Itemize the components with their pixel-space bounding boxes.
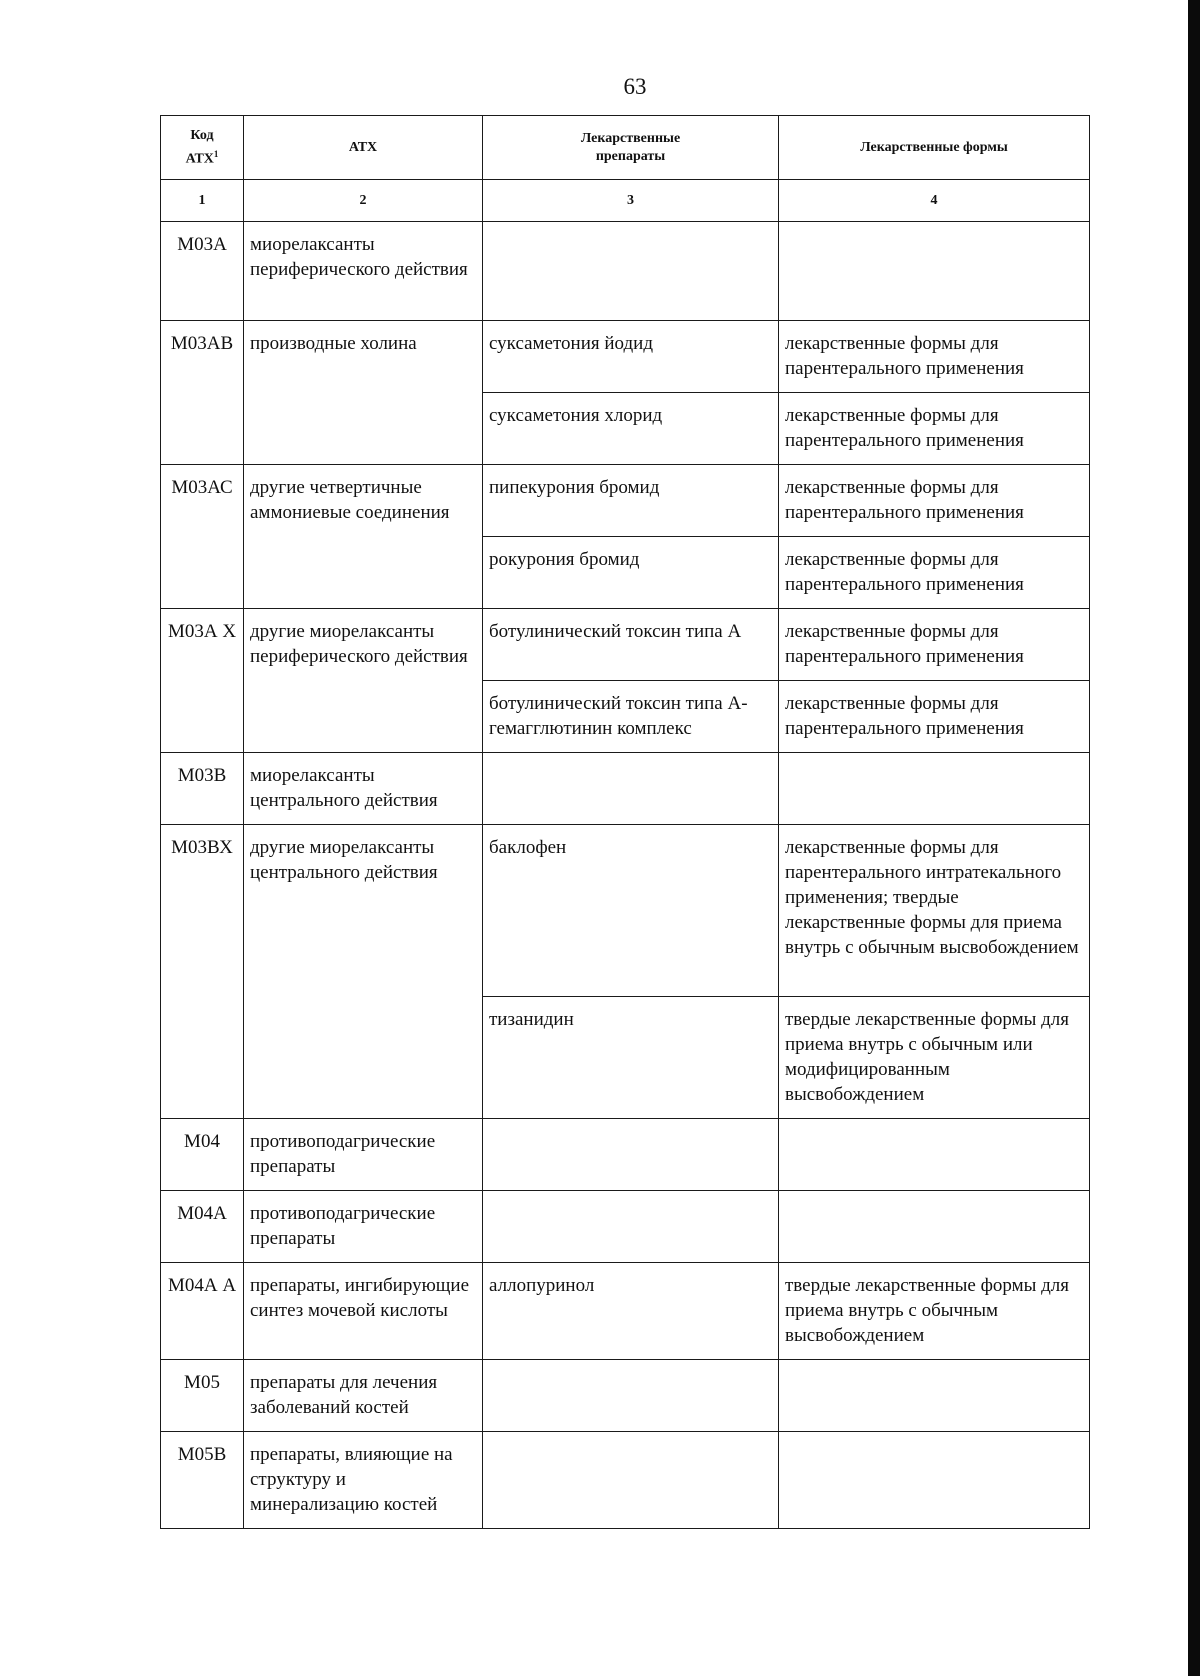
atx-code: М04А А bbox=[161, 1263, 244, 1360]
atx-group: другие миорелаксанты центрального действия bbox=[244, 825, 483, 1119]
atx-group: препараты, влияющие на структуру и минерализацию костей bbox=[244, 1432, 483, 1529]
dosage-form-cell: лекарственные формы для парентерального применения bbox=[779, 681, 1090, 753]
dosage-form-cell bbox=[779, 753, 1090, 825]
atx-code: М03В bbox=[161, 753, 244, 825]
drug-cell: аллопуринол bbox=[483, 1263, 779, 1360]
drug-cell: суксаметония хлорид bbox=[483, 393, 779, 465]
atx-group: другие четвертичные аммониевые соединения bbox=[244, 465, 483, 609]
drug-cell bbox=[483, 222, 779, 321]
scan-edge bbox=[1188, 0, 1200, 1676]
atx-group: миорелаксанты периферического действия bbox=[244, 222, 483, 321]
dosage-form-cell bbox=[779, 1360, 1090, 1432]
drug-cell: тизанидин bbox=[483, 997, 779, 1119]
atx-group: препараты, ингибирующие синтез мочевой кислоты bbox=[244, 1263, 483, 1360]
atx-group: препараты для лечения заболеваний костей bbox=[244, 1360, 483, 1432]
table-row bbox=[161, 321, 1090, 393]
table-row bbox=[161, 1119, 1090, 1191]
atx-code: М03АС bbox=[161, 465, 244, 609]
drug-cell: ботулинический токсин типа А bbox=[483, 609, 779, 681]
table-row bbox=[161, 1432, 1090, 1529]
atx-code: М03ВХ bbox=[161, 825, 244, 1119]
dosage-form-cell: твердые лекарственные формы для приема внутрь с обычным высвобождением bbox=[779, 1263, 1090, 1360]
header-atx: АТХ bbox=[244, 116, 483, 180]
dosage-form-cell: лекарственные формы для парентерального применения bbox=[779, 537, 1090, 609]
dosage-form-cell: лекарственные формы для парентерального применения bbox=[779, 465, 1090, 537]
atx-code: М05 bbox=[161, 1360, 244, 1432]
table-row bbox=[161, 465, 1090, 537]
drug-cell: суксаметония йодид bbox=[483, 321, 779, 393]
drug-cell bbox=[483, 1119, 779, 1191]
drug-cell bbox=[483, 1191, 779, 1263]
drug-cell: ботулинический токсин типа А-гемагглютинин комплекс bbox=[483, 681, 779, 753]
header-drugs bbox=[483, 116, 779, 180]
column-number: 1 bbox=[161, 180, 244, 222]
table-row bbox=[161, 1360, 1090, 1432]
header-drugs-line2: препараты bbox=[595, 148, 666, 164]
drug-cell: баклофен bbox=[483, 825, 779, 997]
header-code-atx bbox=[161, 116, 244, 180]
dosage-form-cell: лекарственные формы для парентерального применения bbox=[779, 321, 1090, 393]
column-number-row bbox=[161, 180, 1090, 222]
table-header-row bbox=[161, 116, 1090, 180]
atx-code: М03А bbox=[161, 222, 244, 321]
atx-table bbox=[160, 115, 1090, 1529]
drug-cell bbox=[483, 1360, 779, 1432]
dosage-form-cell bbox=[779, 222, 1090, 321]
atx-code: М03АВ bbox=[161, 321, 244, 465]
table-row bbox=[161, 222, 1090, 321]
header-dosage-forms: Лекарственные формы bbox=[779, 116, 1090, 180]
atx-group: противоподагрические препараты bbox=[244, 1191, 483, 1263]
column-number: 2 bbox=[244, 180, 483, 222]
drug-cell bbox=[483, 753, 779, 825]
atx-code: М04 bbox=[161, 1119, 244, 1191]
dosage-form-cell: лекарственные формы для парентерального применения bbox=[779, 609, 1090, 681]
drug-cell: рокурония бромид bbox=[483, 537, 779, 609]
dosage-form-cell: твердые лекарственные формы для приема внутрь с обычным или модифицированным высвобождением bbox=[779, 997, 1090, 1119]
atx-group: другие миорелаксанты периферического действия bbox=[244, 609, 483, 753]
table-row bbox=[161, 1191, 1090, 1263]
atx-group: противоподагрические препараты bbox=[244, 1119, 483, 1191]
column-number: 4 bbox=[779, 180, 1090, 222]
table-row bbox=[161, 1263, 1090, 1360]
atx-code: М05В bbox=[161, 1432, 244, 1529]
atx-group: миорелаксанты центрального действия bbox=[244, 753, 483, 825]
table-row bbox=[161, 825, 1090, 997]
header-code-line2: АТХ bbox=[185, 151, 214, 167]
atx-group: производные холина bbox=[244, 321, 483, 465]
drug-cell bbox=[483, 1432, 779, 1529]
table-row bbox=[161, 753, 1090, 825]
atx-code: М03А Х bbox=[161, 609, 244, 753]
drug-cell: пипекурония бромид bbox=[483, 465, 779, 537]
footnote-mark: 1 bbox=[213, 148, 219, 159]
page-number: 63 bbox=[623, 74, 647, 99]
table-row bbox=[161, 609, 1090, 681]
dosage-form-cell bbox=[779, 1432, 1090, 1529]
header-drugs-line1: Лекарственные bbox=[580, 130, 681, 146]
column-number: 3 bbox=[483, 180, 779, 222]
dosage-form-cell: лекарственные формы для парентерального применения bbox=[779, 393, 1090, 465]
header-code-line1: Код bbox=[190, 127, 214, 143]
atx-code: М04А bbox=[161, 1191, 244, 1263]
dosage-form-cell bbox=[779, 1191, 1090, 1263]
dosage-form-cell: лекарственные формы для парентерального интратекального применения; твердые лекарственные формы для приема внутрь с обычным высвобождением bbox=[779, 825, 1090, 997]
dosage-form-cell bbox=[779, 1119, 1090, 1191]
